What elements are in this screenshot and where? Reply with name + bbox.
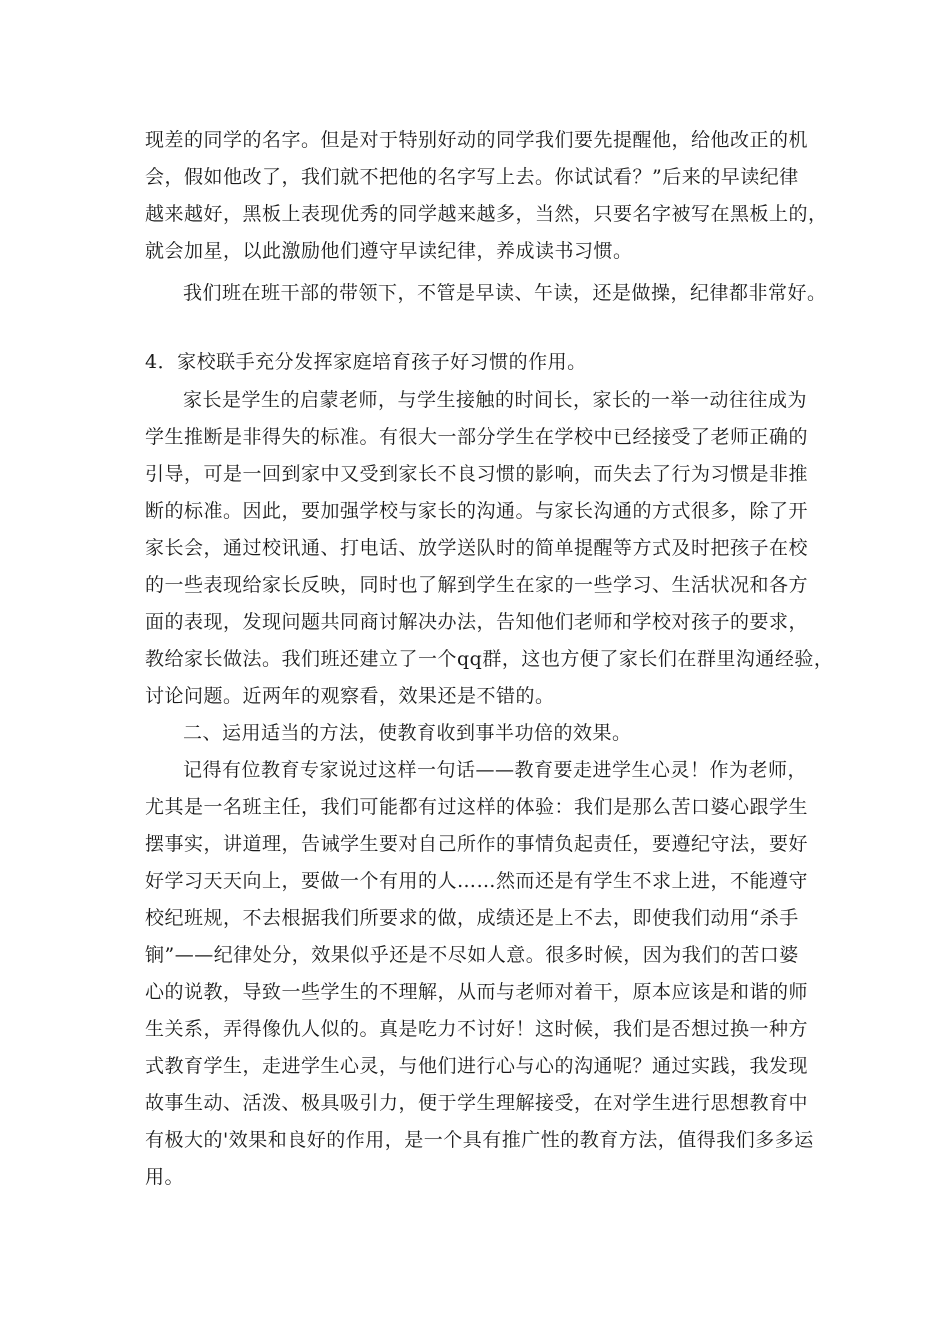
text-line: 摆事实，讲道理，告诫学生要对自己所作的事情负起责任，要遵纪守法，要好: [145, 833, 809, 855]
text-line: 断的标准。因此，要加强学校与家长的沟通。与家长沟通的方式很多，除了开: [145, 500, 809, 522]
text-line: 家长是学生的启蒙老师，与学生接触的时间长，家长的一举一动往往成为: [183, 389, 808, 411]
text-line: 引导，可是一回到家中又受到家长不良习惯的影响，而失去了行为习惯是非推: [145, 463, 809, 485]
text-line: 锏”——纪律处分，效果似乎还是不尽如人意。很多时候，因为我们的苦口婆: [145, 944, 799, 966]
text-line: 尤其是一名班主任，我们可能都有过这样的体验：我们是那么苦口婆心跟学生: [145, 796, 809, 818]
section-heading: 二、运用适当的方法，使教育收到事半功倍的效果。: [183, 722, 632, 744]
text-line: 现差的同学的名字。但是对于特别好动的同学我们要先提醒他，给他改正的机: [145, 129, 809, 151]
text-line: 教给家长做法。我们班还建立了一个qq群，这也方便了家长们在群里沟通经验，: [145, 648, 834, 670]
text-line: 故事生动、活泼、极具吸引力，便于学生理解接受，在对学生进行思想教育中: [145, 1092, 809, 1114]
text-line: 有极大的'效果和良好的作用，是一个具有推广性的教育方法，值得我们多多运: [145, 1129, 814, 1151]
text-line: 的一些表现给家长反映，同时也了解到学生在家的一些学习、生活状况和各方: [145, 574, 809, 596]
text-line: 校纪班规，不去根据我们所要求的做，成绩还是上不去，即使我们动用“杀手: [145, 907, 799, 929]
text-line: 学生推断是非得失的标准。有很大一部分学生在学校中已经接受了老师正确的: [145, 426, 809, 448]
text-line: 记得有位教育专家说过这样一句话——教育要走进学生心灵！作为老师，: [183, 759, 808, 781]
text-line: 心的说教，导致一些学生的不理解，从而与老师对着干，原本应该是和谐的师: [145, 981, 809, 1003]
text-line: 好学习天天向上，要做一个有用的人……然而还是有学生不求上进，不能遵守: [145, 870, 809, 892]
text-line: 我们班在班干部的带领下，不管是早读、午读，还是做操，纪律都非常好。: [183, 282, 827, 304]
text-line: 用。: [145, 1166, 185, 1188]
text-line: 式教育学生，走进学生心灵，与他们进行心与心的沟通呢？通过实践，我发现: [145, 1055, 809, 1077]
text-line: 讨论问题。近两年的观察看，效果还是不错的。: [145, 685, 555, 707]
text-line: 生关系，弄得像仇人似的。真是吃力不讨好！这时候，我们是否想过换一种方: [145, 1018, 809, 1040]
section-heading: 4．家校联手充分发挥家庭培育孩子好习惯的作用。: [145, 351, 587, 373]
text-line: 家长会，通过校讯通、打电话、放学送队时的简单提醒等方式及时把孩子在校: [145, 537, 809, 559]
text-line: 会，假如他改了，我们就不把他的名字写上去。你试试看？”后来的早读纪律: [145, 166, 799, 188]
text-line: 越来越好，黑板上表现优秀的同学越来越多，当然，只要名字被写在黑板上的，: [145, 203, 828, 225]
text-line: 就会加星，以此激励他们遵守早读纪律，养成读书习惯。: [145, 240, 633, 262]
text-line: 面的表现，发现问题共同商讨解决办法，告知他们老师和学校对孩子的要求，: [145, 611, 809, 633]
